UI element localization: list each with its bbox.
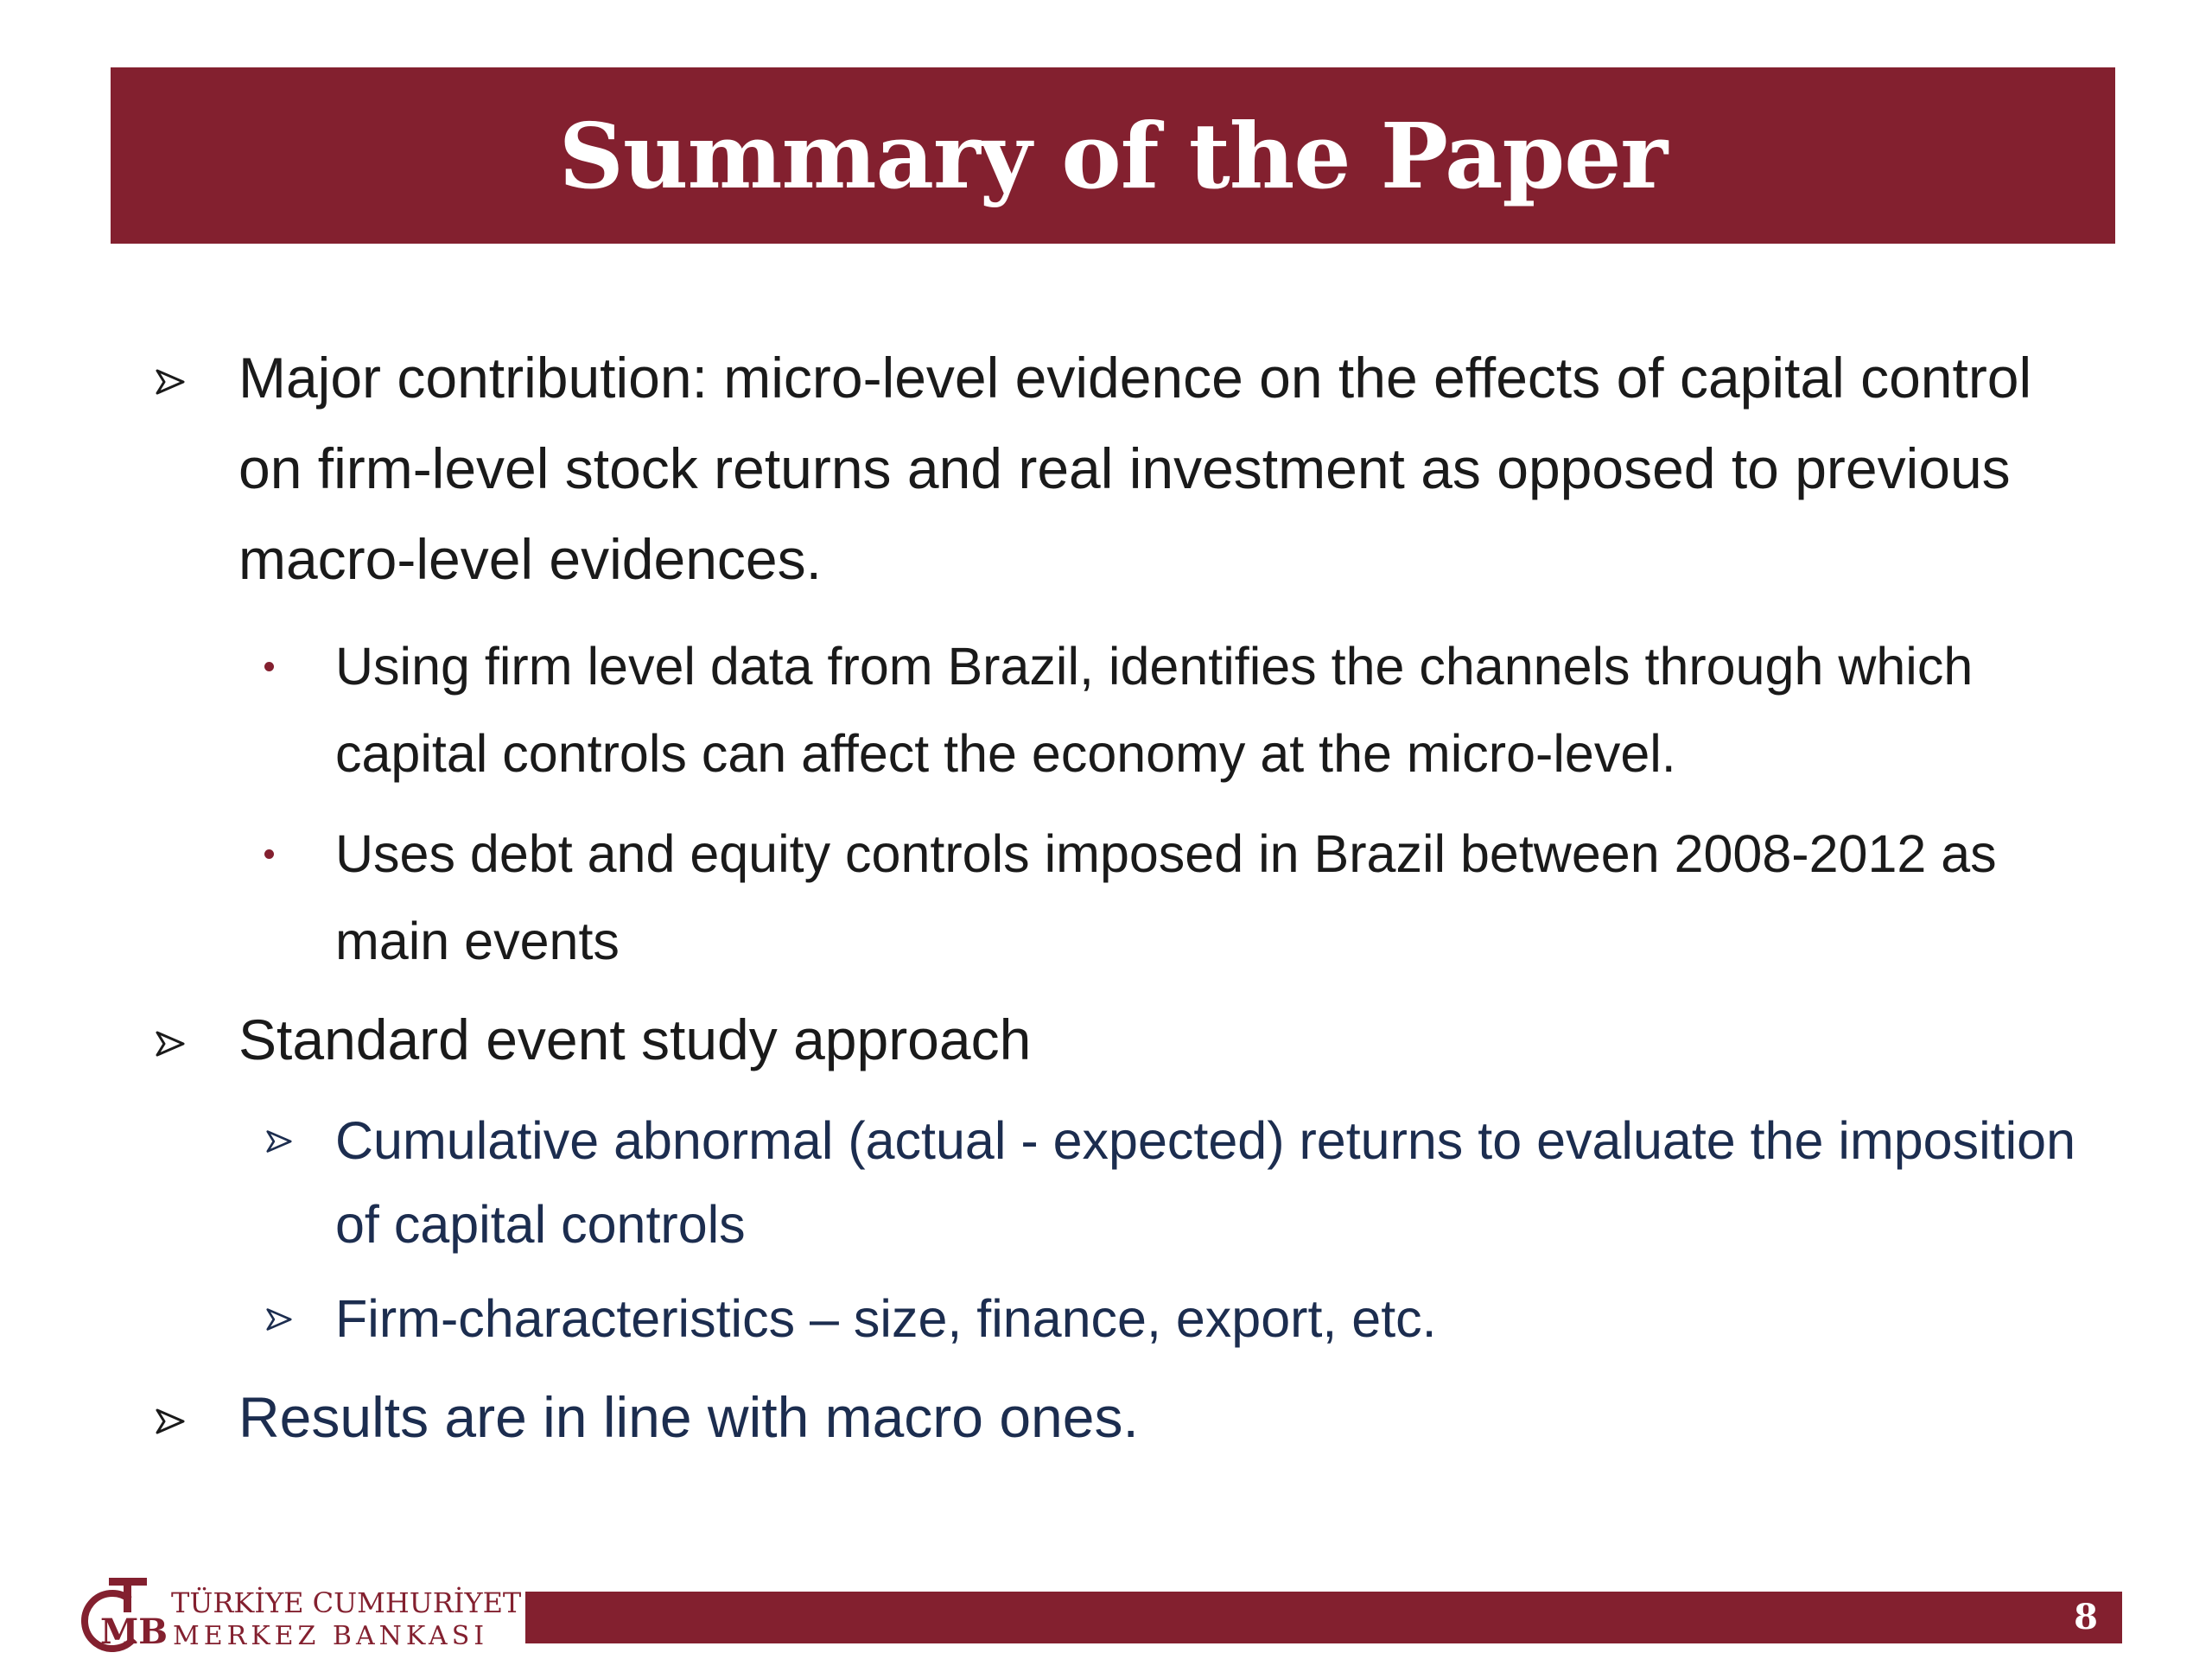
bullet-3-line-1: Results are in line with macro ones. (238, 1385, 1139, 1449)
page-number: 8 (2074, 1597, 2098, 1637)
bullet-1-sub-2-line-1: Uses debt and equity controls imposed in Brazil between 2008-2012 as (335, 824, 1997, 883)
arrowhead-bullet-icon (156, 1407, 185, 1436)
tcmb-monogram-icon (74, 1573, 169, 1659)
arrowhead-bullet-icon (156, 1029, 185, 1058)
dot-bullet-icon (264, 849, 274, 859)
slide-title: Summary of the Paper (558, 102, 1668, 209)
logo-line-2: MERKEZ BANKASI (173, 1621, 489, 1651)
footer-bar (525, 1592, 2122, 1643)
bullet-1-line-1: Major contribution: micro-level evidence on the effects of capital control (238, 346, 2032, 410)
bullet-1-sub-1-line-2: capital controls can affect the economy at the micro-level. (335, 724, 1676, 783)
bullet-1-line-2: on firm-level stock returns and real investment as opposed to previous (238, 436, 2011, 500)
bullet-2-sub-1-line-2: of capital controls (335, 1195, 746, 1254)
bullet-2-line-1: Standard event study approach (238, 1007, 1032, 1071)
bullet-1-sub-2-line-2: main events (335, 912, 620, 970)
dot-bullet-icon (264, 662, 274, 671)
arrowhead-bullet-icon (266, 1128, 292, 1154)
arrowhead-bullet-icon (266, 1306, 292, 1332)
bullet-1-sub-1-line-1: Using firm level data from Brazil, identifies the channels through which (335, 637, 1974, 696)
bullet-1-line-3: macro-level evidences. (238, 527, 822, 591)
bullet-2-sub-1-line-1: Cumulative abnormal (actual - expected) returns to evaluate the imposition (335, 1111, 2076, 1170)
tcmb-logo (74, 1573, 522, 1659)
svg-text:MB: MB (100, 1611, 168, 1652)
logo-line-1: TÜRKİYE CUMHURİYET (171, 1586, 522, 1619)
bullet-2-sub-2-line-1: Firm-characteristics – size, finance, export, etc. (335, 1289, 1437, 1348)
arrowhead-bullet-icon (156, 367, 185, 397)
